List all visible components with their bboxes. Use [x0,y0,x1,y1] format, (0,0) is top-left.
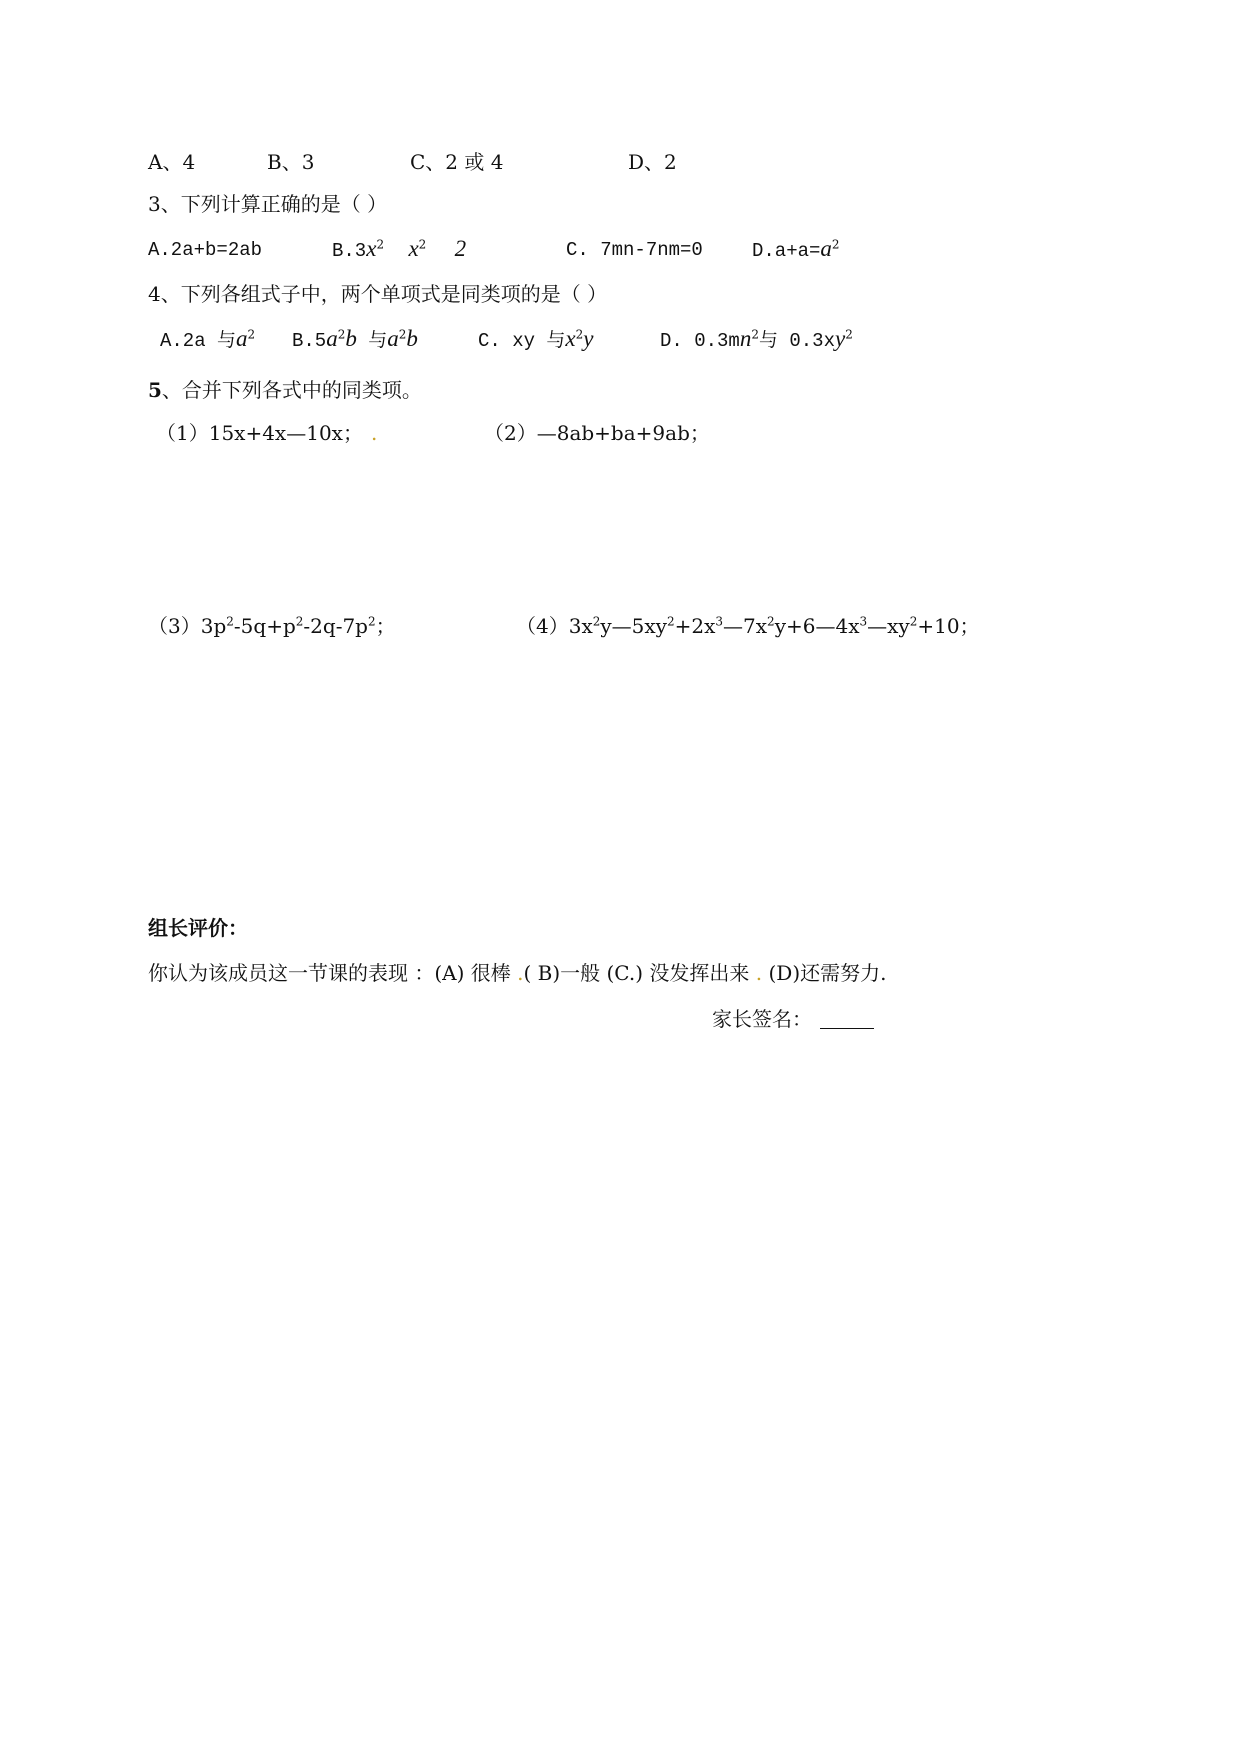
q3-option-d [752,237,840,261]
q5-p3-e1: 2 [226,614,234,629]
q3-stem: 3、下列计算正确的是（ ） [148,192,388,216]
q5-part-1-text: （1）15x+4x—10x； [156,421,363,445]
q5-part-1 [156,423,377,443]
q3-d-text: D.a+a= [752,240,821,262]
evaluation-heading: 组长评价： [148,916,248,940]
q5-p4-e4: 2 [767,614,775,629]
q4-c-var2: y [583,326,594,351]
q5-p4-e3: 3 [715,614,724,629]
q5-p4-h: +10； [917,614,980,638]
q2-option-c: C、2 或 4 [410,150,504,174]
q3-d-exp: 2 [831,237,840,252]
q5-p4-e2: 2 [666,614,675,629]
q4-option-b [292,327,418,351]
q4-b-exp1: 2 [337,327,346,342]
q5-p3-b: -5q+p [233,614,296,638]
q4-b-var2: b [345,326,357,351]
q2-option-b: B、3 [267,150,315,174]
q3-option-b [332,237,466,261]
signature-label: 家长签名： [712,1007,812,1031]
q5-p4-g: —xy [867,614,910,638]
q4-d-var1: n [739,326,752,351]
q5-stem [148,380,422,400]
q4-a-text: A.2a 与 [160,330,237,352]
q5-stem-text: 、合并下列各式中的同类项。 [161,378,422,402]
q5-p4-d: —7x [723,614,768,638]
q5-part-1-dot: . [370,421,378,445]
evaluation-text-b: ( B)一般 (C.) 没发挥出来 [523,961,756,985]
q5-p4-e6: 2 [909,614,918,629]
q4-option-d [660,327,853,351]
q5-p3-d: ； [375,614,396,638]
evaluation-dot-2: . [755,961,763,985]
q4-d-mid: 与 0.3x [758,330,835,352]
q4-d-text: D. 0.3m [660,330,740,352]
q3-b-var2: x [408,236,419,261]
q5-number: 5 [148,378,162,402]
q5-p4-e1: 2 [592,614,601,629]
q3-d-var: a [820,236,832,261]
q4-b-coef: B.5 [292,330,327,352]
q5-p3-e3: 2 [367,614,376,629]
q3-option-a: A.2a+b=2ab [148,239,263,261]
evaluation-dot-1: . [517,961,524,985]
q4-c-exp: 2 [575,327,584,342]
evaluation-text [148,963,887,983]
q4-b-var4: b [406,326,418,351]
q4-c-var1: x [565,326,576,351]
q5-p4-f: y+6—4x [774,614,860,638]
q4-b-var1: a [326,326,338,351]
q3-b-var1: x [366,236,377,261]
q4-b-var3: a [387,326,399,351]
evaluation-text-a: 你认为该成员这一节课的表现 ：(A) 很棒 [148,961,518,985]
q5-p3-c: -2q-7p [303,614,368,638]
q3-b-coef: B.3 [332,240,367,262]
q4-c-text: C. xy 与 [478,330,566,352]
q5-p3-a: （3）3p [148,614,227,638]
q3-b-exp1: 2 [376,237,385,252]
q5-p3-e2: 2 [295,614,304,629]
q4-b-exp3: 2 [398,327,407,342]
q5-p4-e5: 3 [859,614,868,629]
q2-option-d: D、2 [628,150,677,174]
q4-d-exp2: 2 [845,327,853,342]
signature-line[interactable] [820,1010,874,1029]
q5-part-4 [516,616,980,636]
q4-d-exp1: 2 [751,327,759,342]
q4-option-c [478,327,594,351]
q4-option-a [160,327,255,351]
q5-p4-a: （4）3x [516,614,593,638]
parent-signature [712,1009,874,1029]
q5-p4-c: +2x [674,614,716,638]
q5-p4-b: y—5xy [600,614,667,638]
q2-option-a: A、4 [148,150,196,174]
q3-b-tail: 2 [454,236,467,261]
q4-a-exp: 2 [247,327,256,342]
q3-option-c: C. 7mn-7nm=0 [566,239,703,261]
q4-d-var2: y [834,326,846,351]
q3-b-exp2: 2 [418,237,427,252]
evaluation-text-c: (D)还需努力. [762,961,887,985]
q4-b-mid: 与 [356,330,388,352]
q4-stem: 4、下列各组式子中，两个单项式是同类项的是（ ） [148,282,608,306]
q5-part-2: （2）—8ab+ba+9ab； [484,421,710,445]
q5-part-3 [148,616,396,636]
q4-a-var: a [236,326,248,351]
